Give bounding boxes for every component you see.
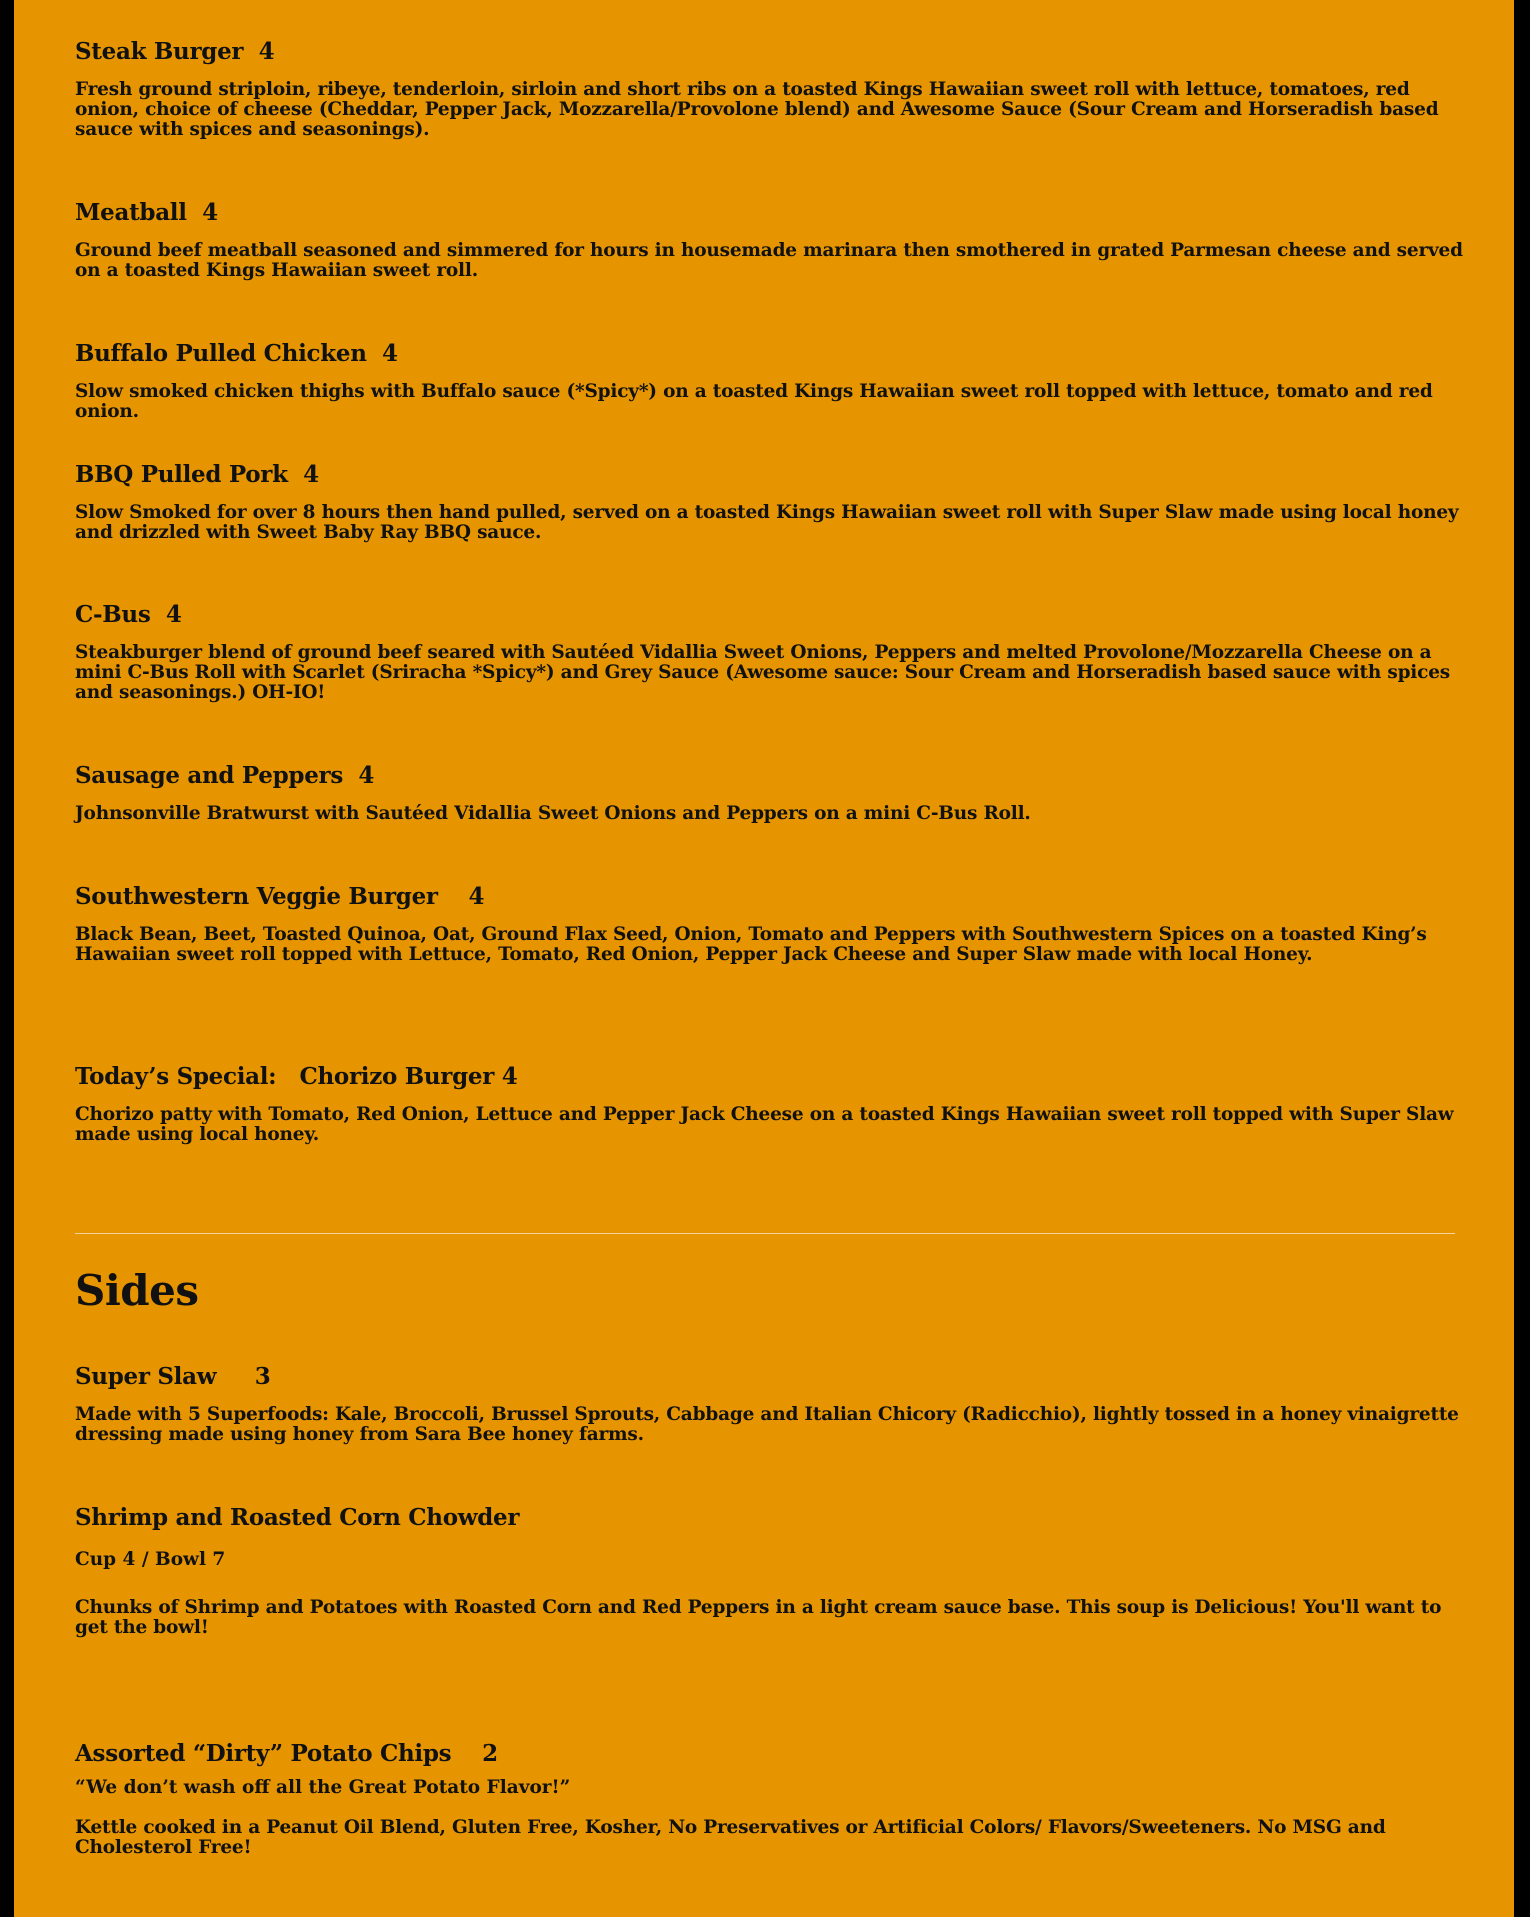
item-description: Ground beef meatball seasoned and simmered for hours in housemade marinara then smothered in grated Parmesan cheese and served on a toasted Kings Hawaiian sweet roll. [75, 240, 1463, 281]
item-description: Fresh ground striploin, ribeye, tenderloin, sirloin and short ribs on a toasted Kings Hawaiian sweet roll with lettuce, tomatoes, red onion, choice of cheese (Cheddar, Pepper Jack, Mozzarella/Provolone blend) and Awesome Sauce (Sour Cream and Horseradish based sauce with spices and seasonings). [75, 79, 1439, 140]
item-description: Slow Smoked for over 8 hours then hand pulled, served on a toasted Kings Hawaiian sweet roll with Super Slaw made using local honey and drizzled with Sweet Baby Ray BBQ sauce. [75, 502, 1459, 543]
item-price-options: Cup 4 / Bowl 7 [75, 1549, 226, 1570]
menu-item-sausage-and-peppers [75, 762, 1465, 824]
item-title: Buffalo Pulled Chicken 4 [75, 340, 398, 367]
item-title: Today’s Special: Chorizo Burger 4 [75, 1063, 518, 1090]
item-description: Kettle cooked in a Peanut Oil Blend, Gluten Free, Kosher, No Preservatives or Artificial Colors/ Flavors/Sweeteners. No MSG and Cholesterol Free! [75, 1817, 1386, 1858]
item-description: Made with 5 Superfoods: Kale, Broccoli, Brussel Sprouts, Cabbage and Italian Chicory (Radicchio), lightly tossed in a honey vinaigrette dressing made using honey from Sara Bee honey farms. [75, 1404, 1459, 1445]
menu-item-buffalo-pulled-chicken [75, 340, 1465, 422]
menu-item-southwestern-veggie-burger [75, 883, 1465, 965]
item-title: Steak Burger 4 [75, 38, 275, 65]
menu-item-c-bus [75, 601, 1465, 703]
menu-item-bbq-pulled-pork [75, 461, 1465, 543]
item-description: Black Bean, Beet, Toasted Quinoa, Oat, Ground Flax Seed, Onion, Tomato and Peppers with Southwestern Spices on a toasted King’s Hawaiian sweet roll topped with Lettuce, Tomato, Red Onion, Pepper Jack Cheese and Super Slaw made with local Honey. [75, 924, 1427, 965]
item-title: Shrimp and Roasted Corn Chowder [75, 1504, 520, 1531]
sides-heading: Sides [75, 1266, 199, 1315]
item-title: C-Bus 4 [75, 601, 182, 628]
item-description: Johnsonville Bratwurst with Sautéed Vidallia Sweet Onions and Peppers on a mini C-Bus Roll. [75, 803, 1031, 824]
menu-item-super-slaw [75, 1363, 1465, 1445]
menu-item-steak-burger [75, 38, 1465, 140]
menu-panel [14, 0, 1514, 1917]
menu-item-shrimp-corn-chowder [75, 1504, 1465, 1638]
item-description: Slow smoked chicken thighs with Buffalo sauce (*Spicy*) on a toasted Kings Hawaiian sweet roll topped with lettuce, tomato and red onion. [75, 381, 1433, 422]
menu-item-todays-special [75, 1063, 1465, 1145]
section-divider [75, 1233, 1455, 1234]
item-tagline: “We don’t wash off all the Great Potato Flavor!” [75, 1777, 571, 1798]
item-title: Super Slaw 3 [75, 1363, 271, 1390]
item-title: Southwestern Veggie Burger 4 [75, 883, 485, 910]
item-title: BBQ Pulled Pork 4 [75, 461, 319, 488]
item-description: Chunks of Shrimp and Potatoes with Roasted Corn and Red Peppers in a light cream sauce base. This soup is Delicious! You'll want to get the bowl! [75, 1597, 1442, 1638]
item-title: Sausage and Peppers 4 [75, 762, 375, 789]
item-description: Steakburger blend of ground beef seared with Sautéed Vidallia Sweet Onions, Peppers and melted Provolone/Mozzarella Cheese on a mini C-Bus Roll with Scarlet (Sriracha *Spicy*) and Grey Sauce (Awesome sauce: Sour Cream and Horseradish based sauce with spices and seasonings.) OH-IO! [75, 642, 1450, 703]
menu-item-potato-chips [75, 1740, 1465, 1858]
menu-item-meatball [75, 199, 1465, 281]
item-description: Chorizo patty with Tomato, Red Onion, Lettuce and Pepper Jack Cheese on a toasted Kings Hawaiian sweet roll topped with Super Slaw made using local honey. [75, 1104, 1454, 1145]
item-title: Meatball 4 [75, 199, 218, 226]
item-title: Assorted “Dirty” Potato Chips 2 [75, 1740, 498, 1767]
